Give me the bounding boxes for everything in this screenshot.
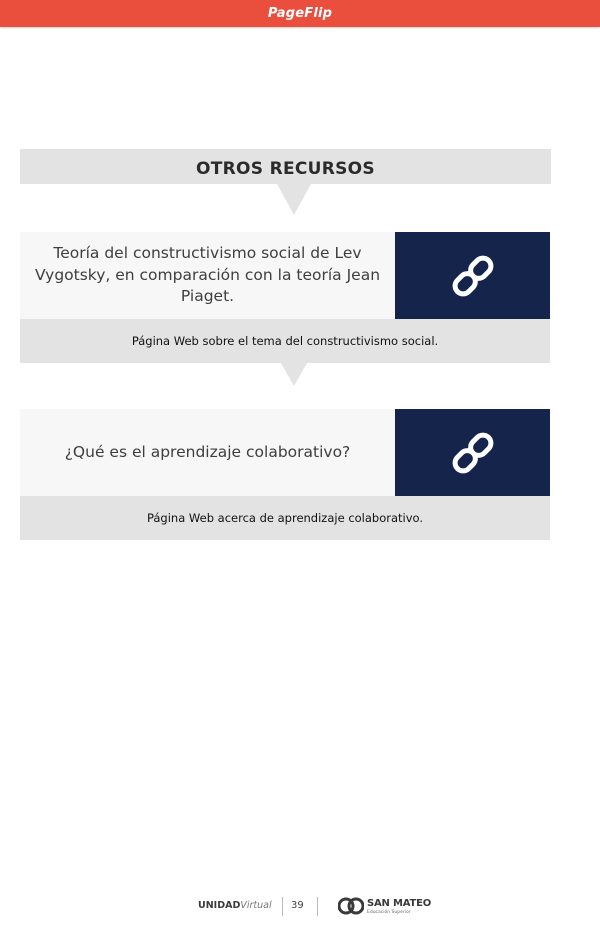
footer-divider: [317, 897, 318, 916]
resource-card: [20, 232, 550, 363]
unidad-virtual-logo: [198, 900, 272, 911]
app-title: PageFlip: [267, 6, 333, 21]
brand-subtitle: Educación Superior: [367, 910, 411, 915]
unidad-logo-italic: Virtual: [240, 900, 272, 911]
resource-title: Teoría del constructivismo social de Lev Vygotsky, en comparación con la teoría Jean Piaget.: [20, 232, 395, 319]
resource-link-button[interactable]: [395, 409, 550, 496]
resource-link-button[interactable]: [395, 232, 550, 319]
link-icon: [449, 252, 497, 300]
resource-card: [20, 409, 550, 540]
section-title: OTROS RECURSOS: [196, 158, 375, 179]
resource-title: ¿Qué es el aprendizaje colaborativo?: [20, 409, 395, 496]
page-footer: [0, 893, 600, 919]
brand-name: SAN MATEO: [367, 898, 432, 909]
section-arrow: [277, 184, 311, 215]
section-header: [20, 149, 551, 184]
card-arrow: [281, 363, 307, 386]
footer-divider: [282, 897, 283, 916]
san-mateo-logo-icon: [338, 895, 364, 917]
page-number: 39: [291, 900, 304, 911]
resource-description: Página Web sobre el tema del constructivismo social.: [20, 319, 550, 363]
unidad-logo-bold: UNIDAD: [198, 900, 241, 911]
link-icon: [449, 429, 497, 477]
top-bar: [0, 0, 600, 27]
resource-description: Página Web acerca de aprendizaje colaborativo.: [20, 496, 550, 540]
